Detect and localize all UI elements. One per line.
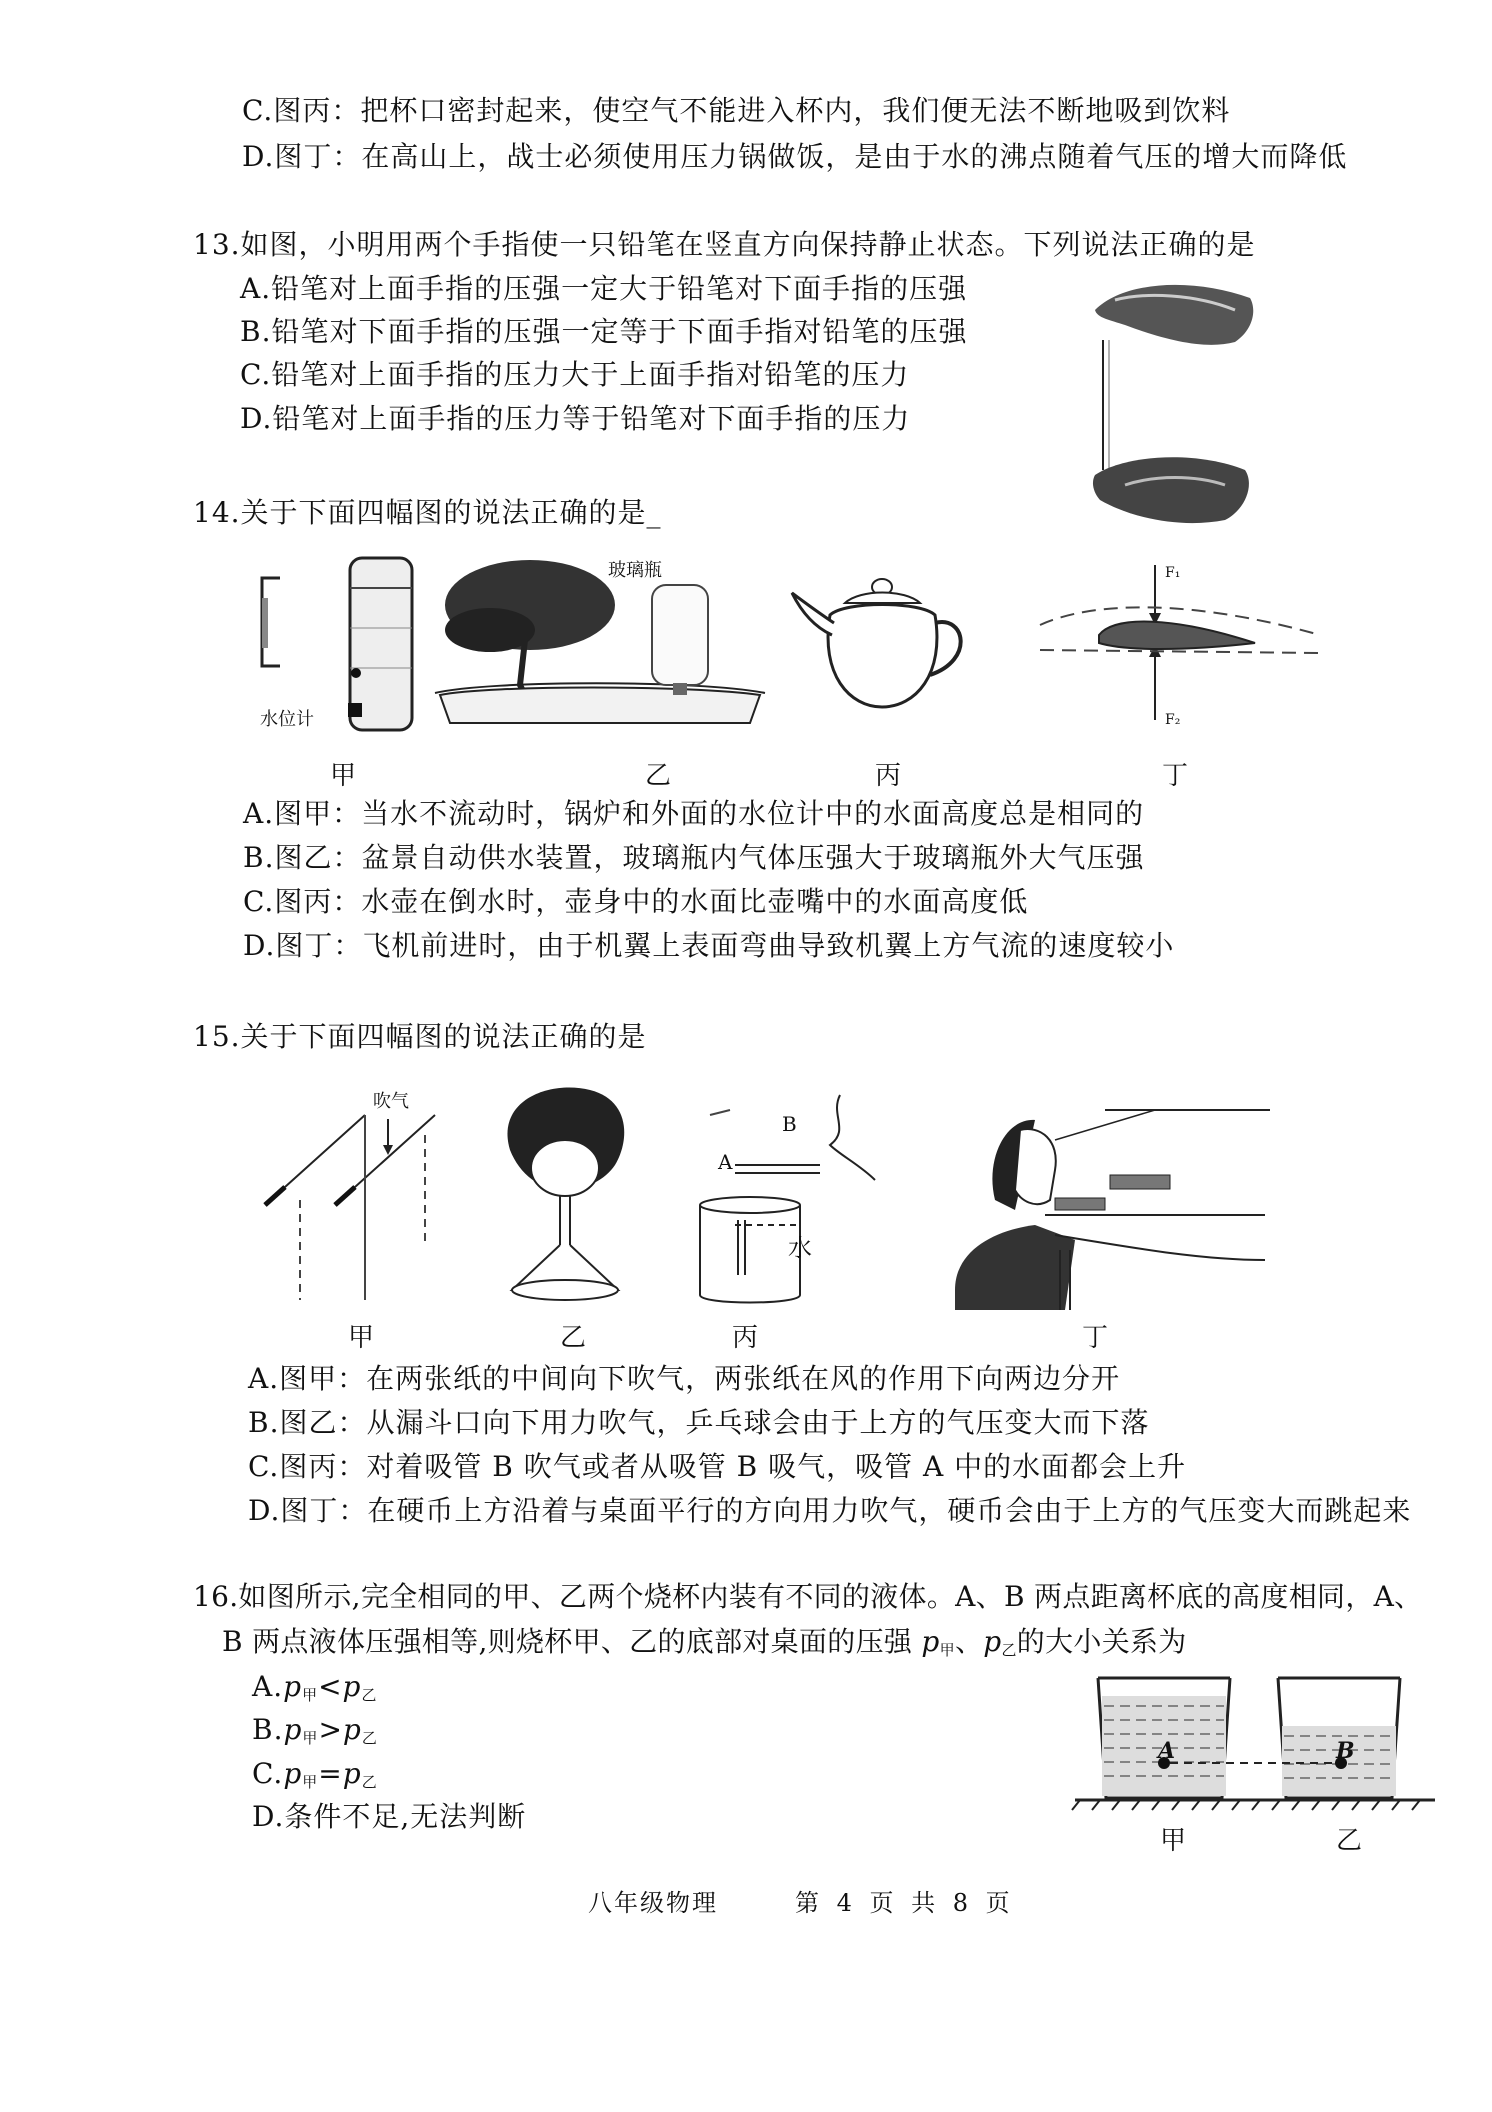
q15-caption-ding: 丁 [1082, 1323, 1109, 1353]
q14-option-b: B.图乙：盆景自动供水装置，玻璃瓶内气体压强大于玻璃瓶外大气压强 [243, 841, 1145, 874]
q16-option-b: $B.p_甲>p_乙$ [252, 1713, 378, 1747]
q12-option-d: D.图丁：在高山上，战士必须使用压力锅做饭，是由于水的沸点随着气压的增大而降低 [242, 140, 1348, 173]
blow-label: 吹气 [373, 1091, 409, 1112]
two-beakers-figure [1070, 1668, 1440, 1818]
q14-caption-jia: 甲 [330, 761, 357, 791]
q13-option-c: C.铅笔对上面手指的压力大于上面手指对铅笔的压力 [240, 358, 910, 391]
straw-b-label: B [782, 1112, 797, 1136]
q15-option-b: B.图乙：从漏斗口向下用力吹气，乒乓球会由于上方的气压变大而下落 [248, 1406, 1150, 1439]
q14-option-d: D.图丁：飞机前进时，由于机翼上表面弯曲导致机翼上方气流的速度较小 [243, 929, 1175, 962]
q15-caption-bing: 丙 [732, 1323, 759, 1353]
straw-a-label: A [718, 1150, 733, 1174]
q15-caption-yi: 乙 [560, 1323, 587, 1353]
funnel-ping-pong-figure [490, 1080, 640, 1310]
q16-stem-line1: 16.如图所示,完全相同的甲、乙两个烧杯内装有不同的液体。A、B 两点距离杯底的高度相同，A、 [193, 1580, 1423, 1613]
force-f1-label: F₁ [1165, 565, 1181, 581]
footer-page-number: 第 4 页 共 8 页 [795, 1889, 1012, 1917]
pencil-fingers-figure [1085, 270, 1265, 530]
force-f2-label: F₂ [1165, 712, 1181, 728]
point-a-label: A [1158, 1738, 1176, 1764]
q14-caption-ding: 丁 [1162, 761, 1189, 791]
teapot-figure [790, 565, 980, 715]
q12-option-c: C.图丙：把杯口密封起来，使空气不能进入杯内，我们便无法不断地吸到饮料 [242, 94, 1231, 127]
q16-option-d: D.条件不足,无法判断 [252, 1800, 527, 1833]
q13-option-b: B.铅笔对下面手指的压强一定等于下面手指对铅笔的压强 [240, 315, 968, 348]
q16-caption-jia: 甲 [1160, 1826, 1187, 1856]
water-label: 水 [788, 1234, 812, 1262]
q14-caption-yi: 乙 [645, 761, 672, 791]
q15-option-c: C.图丙：对着吸管 B 吹气或者从吸管 B 吸气，吸管 A 中的水面都会上升 [248, 1450, 1187, 1483]
q16-stem-line2: B 两点液体压强相等,则烧杯甲、乙的底部对桌面的压强 $p_甲$、$p_乙$的大小关系为 [222, 1625, 1187, 1659]
q13-option-a: A.铅笔对上面手指的压强一定大于铅笔对下面手指的压强 [240, 272, 968, 305]
q15-option-d: D.图丁：在硬币上方沿着与桌面平行的方向用力吹气，硬币会由于上方的气压变大而跳起来 [248, 1494, 1412, 1527]
q14-option-a: A.图甲：当水不流动时，锅炉和外面的水位计中的水面高度总是相同的 [243, 797, 1145, 830]
q15-option-a: A.图甲：在两张纸的中间向下吹气，两张纸在风的作用下向两边分开 [248, 1362, 1121, 1395]
airplane-wing-figure [1035, 565, 1335, 730]
blowing-between-papers-figure [255, 1095, 455, 1305]
q14-stem: 14.关于下面四幅图的说法正确的是_ [193, 496, 662, 529]
q14-option-c: C.图丙：水壶在倒水时，壶身中的水面比壶嘴中的水面高度低 [243, 885, 1029, 918]
glass-bottle-label: 玻璃瓶 [608, 560, 662, 581]
q13-stem: 13.如图，小明用两个手指使一只铅笔在竖直方向保持静止状态。下列说法正确的是 [193, 228, 1256, 261]
q16-caption-yi: 乙 [1336, 1826, 1363, 1856]
coin-blowing-figure [945, 1100, 1275, 1315]
water-gauge-label: 水位计 [260, 709, 314, 730]
q15-caption-jia: 甲 [348, 1323, 375, 1353]
footer-subject: 八年级物理 [588, 1889, 718, 1917]
point-b-label: B [1336, 1738, 1355, 1764]
q15-stem: 15.关于下面四幅图的说法正确的是 [193, 1020, 647, 1053]
q14-caption-bing: 丙 [875, 761, 902, 791]
q16-option-a: $A.p_甲<p_乙$ [252, 1670, 378, 1704]
q16-option-c: $C.p_甲=p_乙$ [252, 1757, 378, 1791]
q13-option-d: D.铅笔对上面手指的压力等于铅笔对下面手指的压力 [240, 402, 911, 435]
bonsai-water-supply-figure [430, 545, 770, 730]
